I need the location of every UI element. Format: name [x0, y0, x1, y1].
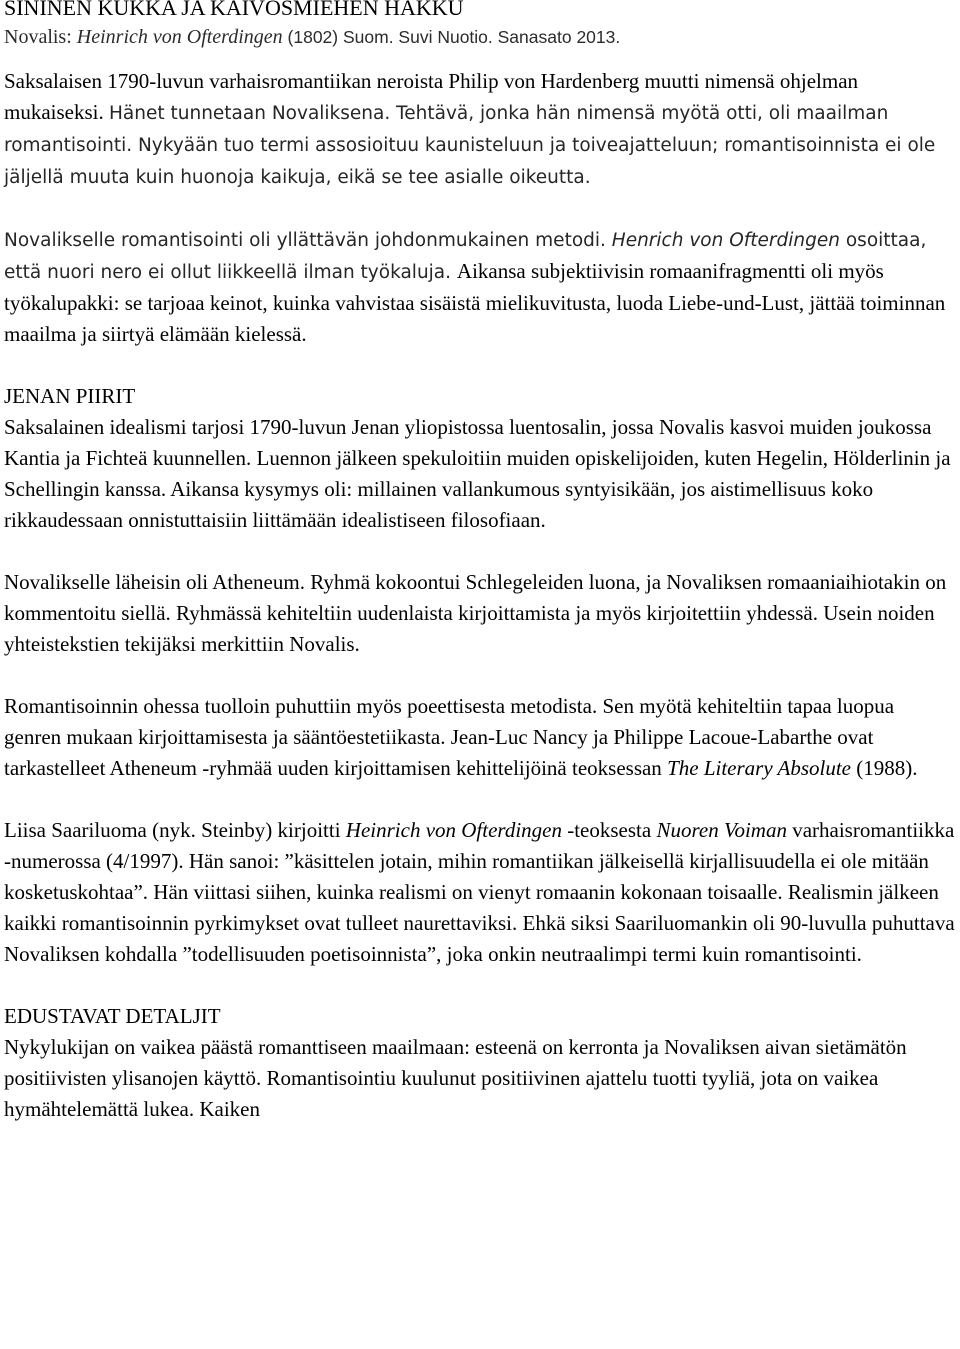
paragraph-4: Novalikselle läheisin oli Atheneum. Ryhmä kokoontui Schlegeleiden luona, ja Novaliksen romaaniaihiotakin on kommentoitu siellä. Ryhmässä kehiteltiin uudenlaista kirjoittamista ja myös kirjoitettiin yhdessä. Usein noiden yhteistekstien tekijäksi merkittiin Novalis.: [4, 570, 947, 656]
paragraph-1-sans: Hänet tunnetaan Novaliksena. Tehtävä, jonka hän nimensä myötä otti, oli maailman romantisointi. Nykyään tuo termi assosioituu kaunisteluun ja toiveajatteluun; romantisoinnista ei ole jäljellä muuta kuin huonoja kaikuja, eikä se tee asialle oikeutta.: [4, 103, 936, 188]
paragraph-5-work-title: The Literary Absolute: [667, 756, 852, 780]
paragraph-2: [4, 224, 956, 350]
subtitle-work-title: Heinrich von Ofterdingen: [76, 26, 283, 48]
paragraph-3: Saksalainen idealismi tarjosi 1790-luvun Jenan yliopistossa luentosalin, jossa Novalis kasvoi muiden joukossa Kantia ja Fichteä kuunnellen. Luennon jälkeen spekuloitiin muiden opiskelijoiden, kuten Hegelin, Hölderlinin ja Schellingin kanssa. Aikansa kysymys oli: millainen vallankumous syntyisikään, jos aistimellisuus koko rikkaudessaan onnistuttaisiin liittämään idealistiseen filosofiaan.: [4, 415, 951, 532]
paragraph-2-sans: Novalikselle romantisointi oli yllättävän johdonmukainen metodi.: [4, 230, 612, 251]
subtitle-author: Novalis:: [4, 26, 77, 48]
paragraph-6-text-b: -teoksesta: [561, 818, 657, 842]
document-page: [4, 0, 956, 1156]
paragraph-7: Nykylukijan on vaikea päästä romanttiseen maailmaan: esteenä on kerronta ja Novaliksen aivan sietämätön positiivisten ylisanojen käyttö. Romantisointiu kuulunut positiivinen ajattelu tuotti tyyliä, jota on vaikea hymähtelemättä lukea. Kaiken: [4, 1035, 907, 1121]
section-heading-jenan-piirit: JENAN PIIRIT: [4, 384, 136, 408]
paragraph-2-serif: Aikansa subjektiivisin romaanifragmentti oli myös työkalupakki: se tarjoaa keinot, kuinka vahvistaa sisäistä mielikuvitusta, luoda Liebe-und-Lust, jättää toiminnan maailma ja siirtyä elämään kielessä.: [4, 259, 946, 346]
paragraph-6: [4, 815, 956, 970]
paragraph-6-text-c: varhaisromantiikka -numerossa (4/1997). Hän sanoi: ”käsittelen jotain, mihin romantiikan jälkeisellä kirjallisuudella ei ole mitään kosketuskohtaa”. Hän viittasi siihen, kuinka realismi on vienyt romaanin kokonaan toisaalle. Realismin jälkeen kaikki romantisoinnin pyrkimykset ovat tulleet naurettaviksi. Ehkä siksi Saariluomankin oli 90-luvulla puhuttava Novaliksen kohdalla ”todellisuuden poetisoinnista”, joka onkin neutraalimpi termi kuin romantisointi.: [4, 818, 955, 966]
paragraph-2-work-title: Henrich von Ofterdingen: [611, 230, 840, 251]
paragraph-2-sans-b: osoittaa, että nuori nero ei ollut liikkeellä ilman työkaluja.: [4, 230, 927, 283]
subtitle-publication: (1802) Suom. Suvi Nuotio. Sanasato 2013.: [282, 27, 621, 47]
paragraph-5-text: Romantisoinnin ohessa tuolloin puhuttiin myös poeettisesta metodista. Sen myötä kehiteltiin tapaa luopua genren mukaan kirjoittamisesta ja sääntöestetiikasta. Jean-Luc Nancy ja Philippe Lacoue-Labarthe ovat tarkastelleet Atheneum -ryhmää uuden kirjoittamisen kehittelijöinä teoksessan: [4, 694, 895, 780]
paragraph-6-text: Liisa Saariluoma (nyk. Steinby) kirjoitti: [4, 818, 346, 842]
article-subtitle: [4, 22, 956, 52]
paragraph-6-work-title: Heinrich von Ofterdingen: [345, 818, 562, 842]
paragraph-1-serif: Saksalaisen 1790-luvun varhaisromantiikan neroista Philip von Hardenberg muutti nimensä ohjelman mukaiseksi.: [4, 69, 859, 124]
paragraph-5-text-b: (1988).: [851, 756, 918, 780]
paragraph-1: [4, 66, 956, 193]
article-title: SININEN KUKKA JA KAIVOSMIEHEN HAKKU: [4, 0, 464, 20]
section-heading-edustavat-detaljit: EDUSTAVAT DETALJIT: [4, 1004, 221, 1028]
paragraph-6-magazine-title: Nuoren Voiman: [656, 818, 787, 842]
paragraph-5: [4, 691, 956, 784]
